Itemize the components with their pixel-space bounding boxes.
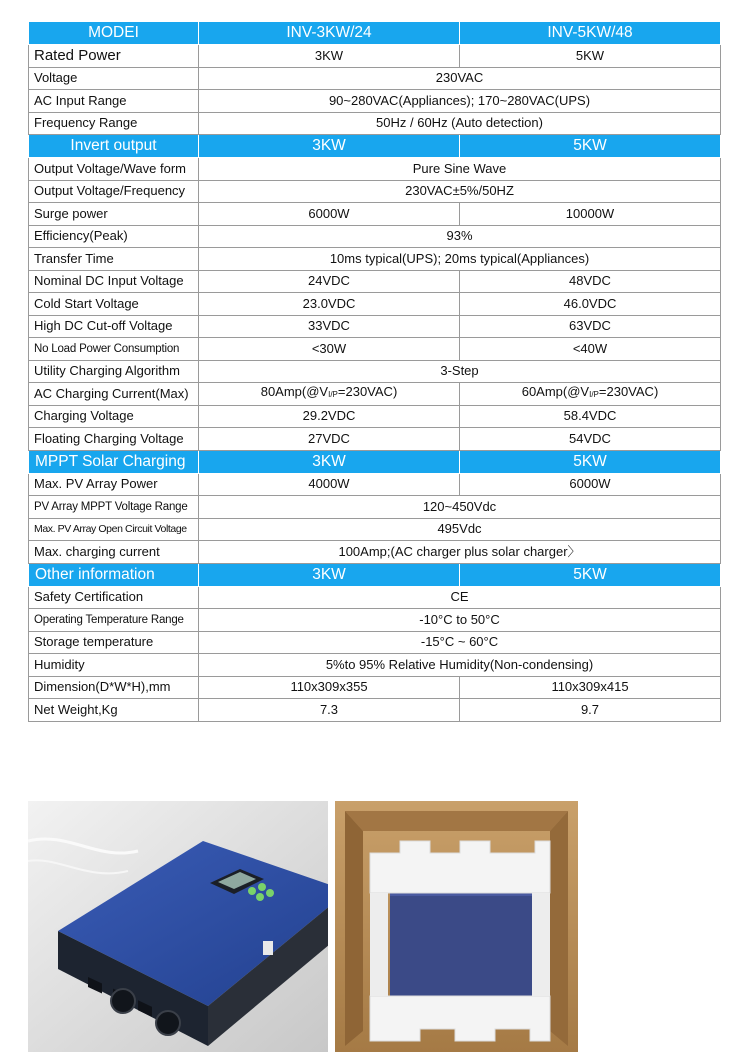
spec-row bbox=[29, 45, 721, 68]
value-b-sub: I/P bbox=[589, 390, 599, 400]
row-label: Frequency Range bbox=[29, 112, 199, 135]
section-title: Other information bbox=[29, 563, 199, 586]
packaging-photo bbox=[335, 801, 578, 1052]
model-label: MODEI bbox=[29, 22, 199, 45]
value-b: 54VDC bbox=[460, 428, 721, 451]
spec-row bbox=[29, 631, 721, 654]
value-b: 110x309x415 bbox=[460, 676, 721, 699]
spec-row bbox=[29, 158, 721, 181]
value-b: 5KW bbox=[460, 45, 721, 68]
row-label: AC Input Range bbox=[29, 90, 199, 113]
section-a: 3KW bbox=[199, 450, 460, 473]
value-shared: 100Amp;(AC charger plus solar charger〉 bbox=[199, 541, 721, 564]
section-b: 5KW bbox=[460, 563, 721, 586]
spec-row bbox=[29, 496, 721, 519]
row-label: No Load Power Consumption bbox=[29, 338, 199, 361]
spec-row bbox=[29, 338, 721, 361]
value-shared: 5%to 95% Relative Humidity(Non-condensing) bbox=[199, 654, 721, 677]
box-illustration bbox=[335, 801, 578, 1052]
row-label: Dimension(D*W*H),mm bbox=[29, 676, 199, 699]
value-b-pre: 60Amp(@V bbox=[521, 384, 590, 400]
row-label: Max. PV Array Open Circuit Voltage bbox=[29, 518, 199, 541]
value-a: 23.0VDC bbox=[199, 293, 460, 316]
value-a: 6000W bbox=[199, 203, 460, 226]
value-a: 3KW bbox=[199, 45, 460, 68]
value-b: 48VDC bbox=[460, 270, 721, 293]
row-label: High DC Cut-off Voltage bbox=[29, 315, 199, 338]
section-header-mppt bbox=[29, 450, 721, 473]
value-a: 7.3 bbox=[199, 699, 460, 722]
inverter-photo bbox=[28, 801, 328, 1052]
model-b: INV-5KW/48 bbox=[460, 22, 721, 45]
spec-row bbox=[29, 518, 721, 541]
section-a: 3KW bbox=[199, 135, 460, 158]
spec-row bbox=[29, 67, 721, 90]
row-label: Max. PV Array Power bbox=[29, 473, 199, 496]
spec-row bbox=[29, 203, 721, 226]
row-label: Nominal DC Input Voltage bbox=[29, 270, 199, 293]
row-label: Charging Voltage bbox=[29, 405, 199, 428]
value-a-sub: I/P bbox=[328, 390, 338, 400]
spec-row bbox=[29, 676, 721, 699]
value-b: 9.7 bbox=[460, 699, 721, 722]
value-a: 27VDC bbox=[199, 428, 460, 451]
value-shared: 3-Step bbox=[199, 360, 721, 383]
value-shared: 90~280VAC(Appliances); 170~280VAC(UPS) bbox=[199, 90, 721, 113]
spec-row bbox=[29, 180, 721, 203]
section-b: 5KW bbox=[460, 135, 721, 158]
section-title: Invert output bbox=[29, 135, 199, 158]
value-a: 4000W bbox=[199, 473, 460, 496]
spec-row bbox=[29, 293, 721, 316]
section-title: MPPT Solar Charging bbox=[29, 450, 199, 473]
spec-row bbox=[29, 428, 721, 451]
value-shared: -15°C ~ 60°C bbox=[199, 631, 721, 654]
spec-row bbox=[29, 112, 721, 135]
value-a-post: =230VAC) bbox=[337, 384, 398, 400]
row-label: Efficiency(Peak) bbox=[29, 225, 199, 248]
row-label: Net Weight,Kg bbox=[29, 699, 199, 722]
spec-row bbox=[29, 541, 721, 564]
spec-row bbox=[29, 699, 721, 722]
value-b: <40W bbox=[460, 338, 721, 361]
row-label: Humidity bbox=[29, 654, 199, 677]
spec-row bbox=[29, 360, 721, 383]
row-label: Cold Start Voltage bbox=[29, 293, 199, 316]
value-b: 6000W bbox=[460, 473, 721, 496]
spec-row bbox=[29, 586, 721, 609]
value-a: 110x309x355 bbox=[199, 676, 460, 699]
value-shared: 230VAC±5%/50HZ bbox=[199, 180, 721, 203]
spec-row bbox=[29, 248, 721, 271]
row-label: PV Array MPPT Voltage Range bbox=[29, 496, 199, 519]
value-a: 24VDC bbox=[199, 270, 460, 293]
value-a bbox=[199, 383, 460, 406]
value-b: 46.0VDC bbox=[460, 293, 721, 316]
spec-row bbox=[29, 90, 721, 113]
inverter-illustration bbox=[28, 801, 328, 1052]
row-label: Utility Charging Algorithm bbox=[29, 360, 199, 383]
spec-row bbox=[29, 270, 721, 293]
row-label: Operating Temperature Range bbox=[29, 609, 199, 632]
value-shared: 50Hz / 60Hz (Auto detection) bbox=[199, 112, 721, 135]
spec-row bbox=[29, 654, 721, 677]
row-label: Safety Certification bbox=[29, 586, 199, 609]
spec-row bbox=[29, 315, 721, 338]
section-b: 5KW bbox=[460, 450, 721, 473]
row-label: Transfer Time bbox=[29, 248, 199, 271]
value-shared: -10°C to 50°C bbox=[199, 609, 721, 632]
row-label: Rated Power bbox=[29, 45, 199, 68]
spec-row bbox=[29, 225, 721, 248]
value-b: 63VDC bbox=[460, 315, 721, 338]
value-shared: 93% bbox=[199, 225, 721, 248]
row-label: Floating Charging Voltage bbox=[29, 428, 199, 451]
row-label: Output Voltage/Wave form bbox=[29, 158, 199, 181]
value-shared: 495Vdc bbox=[199, 518, 721, 541]
value-b: 58.4VDC bbox=[460, 405, 721, 428]
row-label: Surge power bbox=[29, 203, 199, 226]
row-label: Max. charging current bbox=[29, 541, 199, 564]
model-header-row bbox=[29, 22, 721, 45]
value-shared: 10ms typical(UPS); 20ms typical(Appliances) bbox=[199, 248, 721, 271]
row-label: Voltage bbox=[29, 67, 199, 90]
model-a: INV-3KW/24 bbox=[199, 22, 460, 45]
value-shared: CE bbox=[199, 586, 721, 609]
spec-row bbox=[29, 405, 721, 428]
value-shared: 120~450Vdc bbox=[199, 496, 721, 519]
value-b-post: =230VAC) bbox=[598, 384, 659, 400]
value-a: <30W bbox=[199, 338, 460, 361]
spec-table bbox=[28, 21, 721, 722]
value-a-pre: 80Amp(@V bbox=[260, 384, 329, 400]
section-header-other bbox=[29, 563, 721, 586]
value-b: 10000W bbox=[460, 203, 721, 226]
value-b bbox=[460, 383, 721, 406]
value-a: 29.2VDC bbox=[199, 405, 460, 428]
spec-row bbox=[29, 609, 721, 632]
row-label: AC Charging Current(Max) bbox=[29, 383, 199, 406]
value-shared: 230VAC bbox=[199, 67, 721, 90]
value-a: 33VDC bbox=[199, 315, 460, 338]
spec-row bbox=[29, 473, 721, 496]
value-shared: Pure Sine Wave bbox=[199, 158, 721, 181]
section-header-invert bbox=[29, 135, 721, 158]
section-a: 3KW bbox=[199, 563, 460, 586]
spec-row bbox=[29, 383, 721, 406]
row-label: Storage temperature bbox=[29, 631, 199, 654]
row-label: Output Voltage/Frequency bbox=[29, 180, 199, 203]
